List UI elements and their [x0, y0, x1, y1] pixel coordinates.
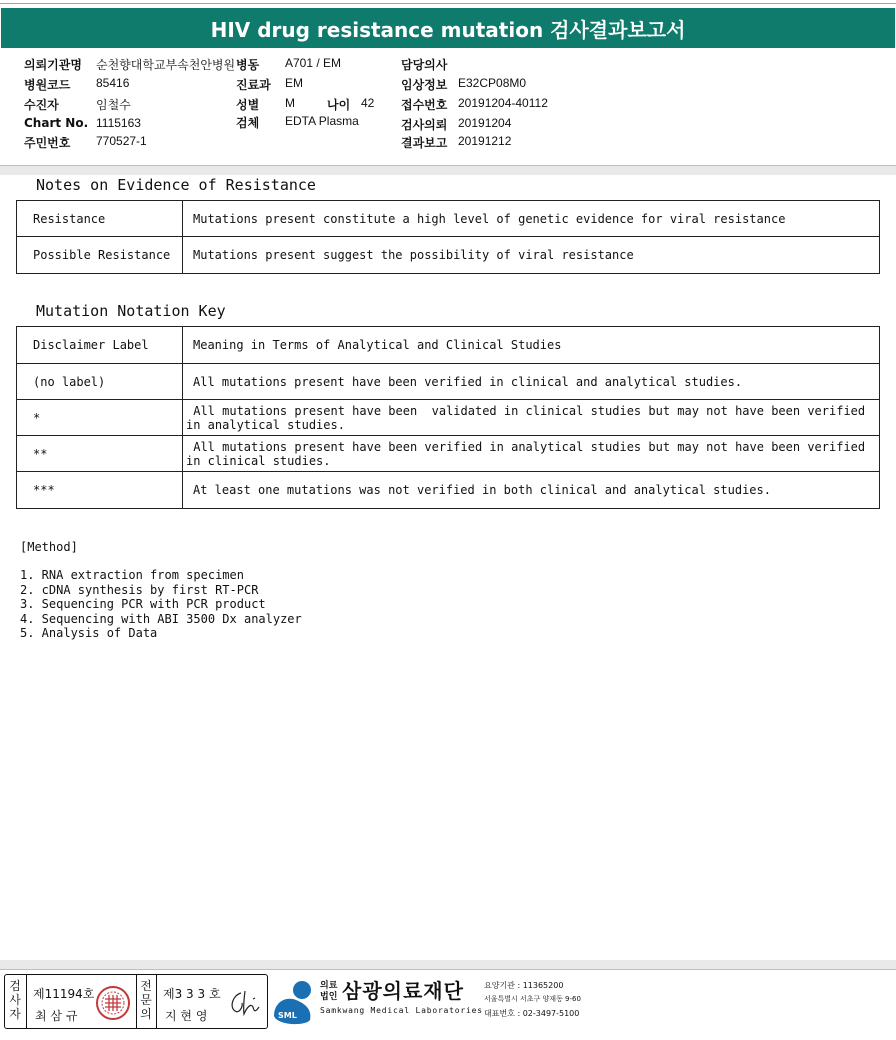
doctor-label: 담당의사 [401, 58, 448, 72]
examiner-name: 최 삼 규 [35, 1009, 78, 1023]
method-step: 1. RNA extraction from specimen [20, 568, 244, 582]
report-value: 20191212 [458, 134, 512, 148]
key-text-line: All mutations present have been verified in analytical studies but may not have been verified [186, 439, 866, 454]
key-section-title: Mutation Notation Key [36, 302, 226, 320]
patient-info [0, 56, 896, 166]
dept-value: EM [285, 76, 303, 90]
examiner-number: 제11194호 [33, 987, 95, 1001]
org-name-en: Samkwang Medical Laboratories [320, 1006, 483, 1015]
age-value: 42 [361, 96, 375, 110]
key-label-cell: *** [17, 472, 183, 509]
table-row [17, 436, 880, 472]
top-rule [0, 3, 896, 4]
receipt-label: 접수번호 [401, 98, 448, 112]
idno-label: 주민번호 [24, 136, 71, 150]
org-prefix-top: 의료 [320, 981, 338, 991]
notes-label-cell: Resistance [17, 201, 183, 237]
method-step: 3. Sequencing PCR with PCR product [20, 597, 266, 611]
examiner-seal-icon [95, 985, 131, 1021]
request-value: 20191204 [458, 116, 512, 130]
org-address: 서울특별시 서초구 양재동 9-60 [484, 995, 581, 1003]
sml-logo-icon [272, 976, 318, 1026]
method-step: 4. Sequencing with ABI 3500 Dx analyzer [20, 611, 302, 626]
signature-icon [225, 987, 265, 1019]
ward-value: A701 / EM [285, 56, 342, 70]
key-label-cell: * [17, 400, 183, 436]
header-divider [0, 165, 896, 175]
key-label-cell: (no label) [17, 364, 183, 400]
key-header-label: Disclaimer Label [17, 327, 183, 364]
hospcode-value: 85416 [96, 76, 130, 90]
idno-value: 770527-1 [96, 134, 147, 148]
patient-value: 임철수 [96, 98, 131, 112]
org-prefix-bottom: 법인 [320, 992, 338, 1002]
table-row [17, 472, 880, 509]
report-label: 결과보고 [401, 136, 448, 150]
specialist-name: 지 현 영 [165, 1009, 208, 1023]
table-row [17, 400, 880, 436]
key-text-cell: All mutations present have been verified in clinical and analytical studies. [183, 364, 880, 400]
svg-text:SML: SML [278, 1011, 297, 1020]
table-row [17, 364, 880, 400]
institution-label: 의뢰기관명 [24, 58, 82, 72]
chart-label: Chart No. [24, 116, 89, 130]
institution-value: 순천향대학교부속천안병원 [96, 58, 236, 72]
clinical-label: 임상정보 [401, 78, 448, 92]
table-row [17, 327, 880, 364]
sex-label: 성별 [236, 98, 260, 112]
specialist-number: 제3 3 3 호 [163, 987, 221, 1001]
notes-label-cell: Possible Resistance [17, 237, 183, 274]
table-row [17, 237, 880, 274]
method-step: 2. cDNA synthesis by first RT-PCR [20, 582, 259, 597]
footer-divider [0, 960, 896, 970]
care-number: 요양기관 : 11365200 [484, 981, 564, 990]
receipt-value: 20191204-40112 [458, 96, 548, 110]
key-text-cell [183, 400, 880, 436]
org-branding [272, 974, 592, 1030]
report-title: HIV drug resistance mutation 검사결과보고서 [1, 8, 895, 48]
chart-value: 1115163 [96, 116, 141, 130]
divider [156, 975, 157, 1028]
clinical-value: E32CP08M0 [458, 76, 527, 90]
examiner-label: 검사자 [9, 979, 21, 1021]
key-text-line: in clinical studies. [186, 453, 331, 468]
age-label: 나이 [327, 98, 351, 112]
request-label: 검사의뢰 [401, 118, 448, 132]
patient-label: 수진자 [24, 98, 59, 112]
sex-value: M [285, 96, 295, 110]
key-header-text: Meaning in Terms of Analytical and Clinical Studies [183, 327, 880, 364]
dept-label: 진료과 [236, 78, 271, 92]
key-text-cell: At least one mutations was not verified in both clinical and analytical studies. [183, 472, 880, 509]
specialist-label: 전문의 [140, 979, 152, 1021]
divider [26, 975, 27, 1028]
method-step: 5. Analysis of Data [20, 626, 158, 640]
notes-table [16, 200, 880, 274]
org-phone: 대표번호 : 02-3497-5100 [484, 1009, 580, 1018]
key-table [16, 326, 880, 509]
specimen-value: EDTA Plasma [285, 114, 359, 128]
ward-label: 병동 [236, 58, 260, 72]
notes-section-title: Notes on Evidence of Resistance [36, 176, 316, 194]
signature-box [4, 974, 268, 1029]
table-row [17, 201, 880, 237]
divider [136, 975, 137, 1028]
method-title: [Method] [20, 540, 78, 554]
specimen-label: 검체 [236, 116, 260, 130]
hospcode-label: 병원코드 [24, 78, 71, 92]
key-text-cell [183, 436, 880, 472]
org-name: 삼광의료재단 [342, 979, 464, 1003]
notes-text-cell: Mutations present suggest the possibility of viral resistance [183, 237, 880, 274]
key-text-line: All mutations present have been validated in clinical studies but may not have been verified [186, 403, 866, 418]
key-text-line: in analytical studies. [186, 417, 345, 432]
notes-text-cell: Mutations present constitute a high level of genetic evidence for viral resistance [183, 201, 880, 237]
key-label-cell: ** [17, 436, 183, 472]
method-section [20, 540, 302, 641]
